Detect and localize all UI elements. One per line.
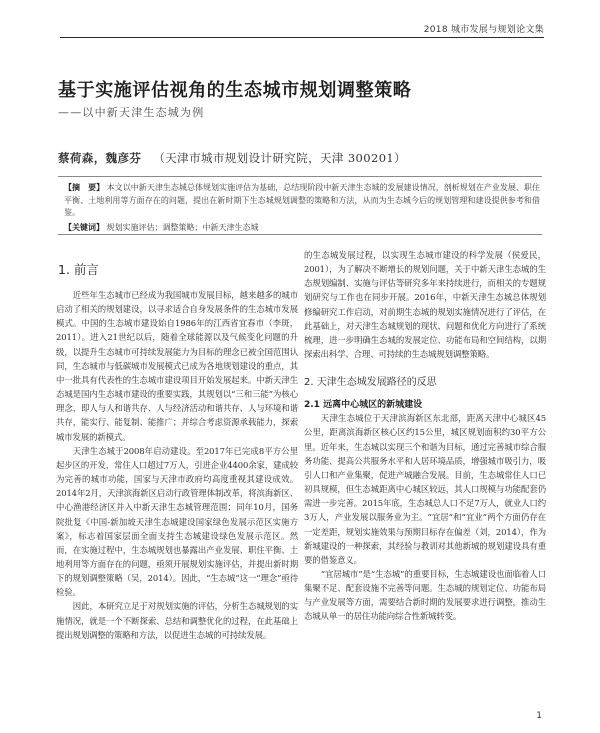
subsection-heading-2-1: 2.1 远离中心城区的新城建设 <box>304 400 423 411</box>
keywords <box>64 222 540 234</box>
running-header: 2018 城市发展与规划论文集 <box>423 25 544 35</box>
abstract <box>64 182 540 220</box>
right-column <box>304 248 546 624</box>
keywords-text: 规划实施评估；调整策略；中新天津生态城 <box>106 223 259 232</box>
author-affiliation: （天津市城市规划设计研究院，天津 300201） <box>153 151 407 165</box>
paragraph: “宜居城市”是“生态城”的重要目标，生态城建设也面临着人口集聚不足、配套设施不完善等问题。生态城的规划定位、功能布局与产业发展等方面，需要结合新时期的发展要求进行调整，推动生态城从单一的居住功能向综合性新城转变。 <box>304 568 546 622</box>
section-heading-intro: 1. 前言 <box>58 262 99 277</box>
header-rule <box>60 37 544 38</box>
keywords-label: 【关键词】 <box>64 223 104 232</box>
abstract-top-rule <box>58 176 542 177</box>
paragraph: 的生态城发展过程，以实现生态城市建设的科学发展（侯爱民，2001），为了解决不断增长的规划问题，关于中新天津生态城的生态规划编制、实施与评估等研究多年来持续进行，而相关的专题规划研究与工作也在同步开展。2016年，中新天津生态城总体规划修编研究工作启动，对前期生态城的规划实施情况进行了评估，在此基础上，对天津生态城规划的现状、问题和优化方向进行了系统梳理，进一步明确生态城的发展定位、功能布局和空间结构，以期探索出科学、合理、可持续的生态城规划调整策略。 <box>304 250 546 360</box>
paragraph: 天津生态城于2008年启动建设。至2017年已完成8平方公里起步区的开发，常住人口超过7万人，引进企业4400余家，建成较为完善的城市功能，国家与天津市政府均高度重视其建设成效。2014年2月，天津滨海新区启动行政管理体制改革，将滨海新区、中心渔港经济区并入中新天津生态城管理范围；同年10月，国务院批复《中国-新加坡天津生态城建设国家绿色发展示范区实施方案》，标志着国家层面全面支持生态城建设绿色发展示范区。然而，在实施过程中，生态城规划也暴露出产业发展、职住平衡、土地利用等方面存在的问题，亟须开展规划实施评估，并提出新时期下的规划调整策略（吴，2014）。因此，“生态城”这一“理念”亟待检验。 <box>56 445 298 598</box>
paragraph: 因此，本研究立足于对规划实施的评估，分析生态城规划的实施情况，就是一个不断探索、总结和调整优化的过程，在此基础上提出规划调整的策略和方法，以促进生态城的可持续发展。 <box>56 601 298 640</box>
article-title: 基于实施评估视角的生态城市规划调整策略 <box>58 80 412 101</box>
abstract-bottom-rule <box>58 234 542 235</box>
author-line <box>58 150 406 166</box>
abstract-label: 【摘 要】 <box>64 183 105 192</box>
author-names: 蔡荷森，魏彦芬 <box>58 151 142 165</box>
abstract-text: 本文以中新天津生态城总体规划实施评估为基础，总结现阶段中新天津生态城的发展建设情况，剖析规划在产业发展、职住平衡、土地利用等方面存在的问题，提出在新时期下生态城规划调整的策略和方法，从而为生态城今后的规划管理和建设提供参考和借鉴。 <box>64 183 541 217</box>
page-number: 1 <box>536 711 542 721</box>
article-subtitle: ——以中新天津生态城为例 <box>58 106 205 119</box>
paragraph: 天津生态城位于天津滨海新区东北部，距离天津中心城区45公里，距离滨海新区核心区约15公里，城区规划面积约30平方公里。近年来，生态城以实现三个和谐为目标，通过完善城市综合服务功能、提高公共服务水平和人居环境品质，增强城市吸引力，吸引人口和产业集聚，促进产城融合发展。目前，生态城常住人口已初具规模，但生态城距离中心城区较远，其人口规模与功能配套仍需进一步完善。2015年底，生态城总人口不足7万人，就业人口约3万人，产业发展以服务业为主。“宜居”和“宜业”两个方面仍存在一定差距，规划实施效果与预期目标存在偏差（刘，2014），作为新城建设的一种探索，其经验与教训对其他新城的规划建设具有重要的借鉴意义。 <box>304 413 546 565</box>
section-heading-2: 2. 天津生态城发展路径的反思 <box>304 377 437 389</box>
paragraph: 近些年生态城市已经成为我国城市发展目标，越来越多的城市启动了相关的规划建设，以寻求适合自身发展条件的生态城市发展模式。中国的生态城市建设始自1986年的江西省宜春市（李斑，2011）。进入21世纪以后，随着全球能源以及气候变化问题的升级，以提升生态城市可持续发展能力为目标的理念已被全国范围认同，生态城市与低碳城市发展模式已成为各地规划建设的重点，其中一批具有代表性的生态城市建设项目开始发展起来。中新天津生态城是国内生态城市建设的重要实践，其规划以“三和三能”为核心理念，即人与人和谐共存、人与经济活动和谐共存、人与环境和谐共存，能实行、能复制、能推广；并综合考虑资源承载能力，探索城市发展的新模式。 <box>56 290 298 442</box>
left-column <box>56 248 298 642</box>
